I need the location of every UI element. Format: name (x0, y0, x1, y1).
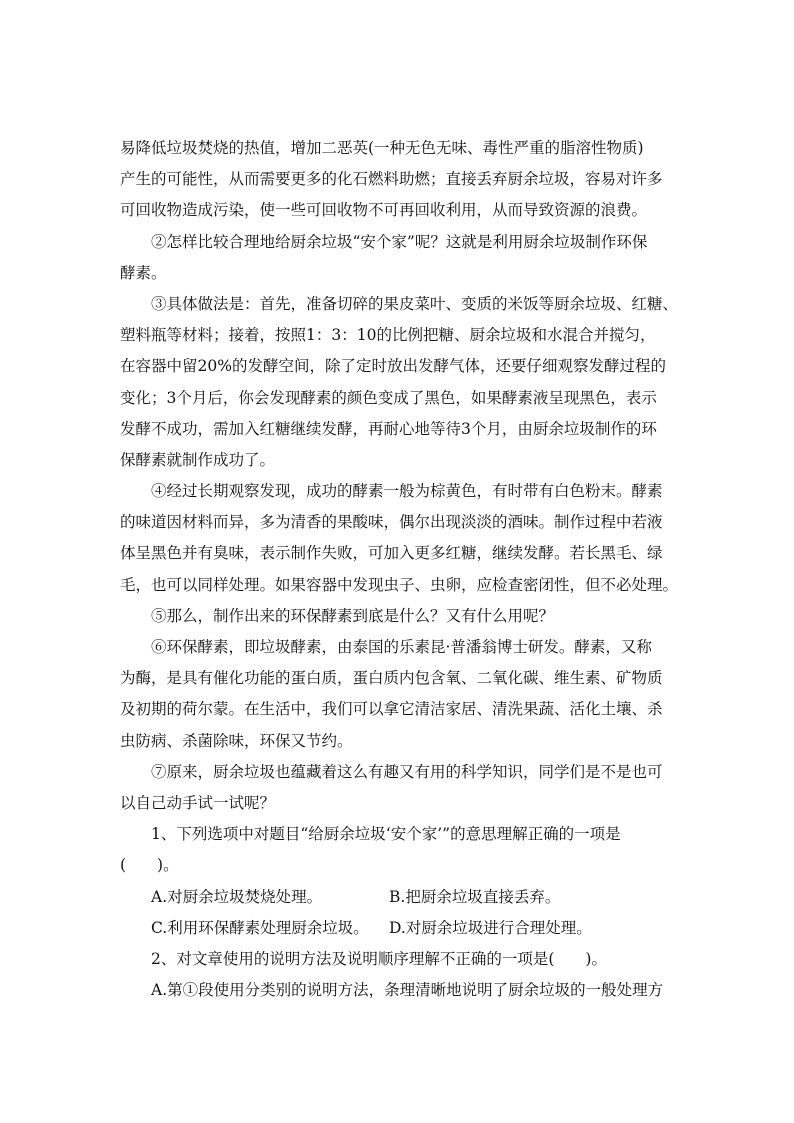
text-line: 可回收物造成污染，使一些可回收物不可再回收利用，从而导致资源的浪费。 (120, 201, 648, 220)
question-1-options-row-1 (120, 882, 678, 913)
text-line: 变化；3个月后，你会发现酵素的颜色变成了黑色，如果酵素液呈现黑色，表示 (120, 388, 657, 407)
text-line: 为酶，是具有催化功能的蛋白质，蛋白质内包含氧、二氧化碳、维生素、矿物质 (120, 669, 663, 688)
question-1: 1、下列选项中对题目“给厨余垃圾‘安个家’”的意思理解正确的一项是 (151, 825, 621, 844)
question-2: 2、对文章使用的说明方法及说明顺序理解不正确的一项是( )。 (151, 949, 607, 968)
paragraph-7-start: ⑦原来，厨余垃圾也蕴藏着这么有趣又有用的科学知识，同学们是不是也可 (151, 762, 663, 781)
text-line: 在容器中留20%的发酵空间，除了定时放出发酵气体，还要仔细观察发酵过程的 (120, 357, 666, 376)
text-line: 发酵不成功，需加入红糖继续发酵，再耐心地等待3个月，由厨余垃圾制作的环 (120, 419, 657, 438)
q1-option-b: B.把厨余垃圾直接丢弃。 (389, 887, 561, 906)
text-line: 塑料瓶等材料；接着，按照1：3：10的比例把糖、厨余垃圾和水混合并搅匀， (120, 326, 656, 345)
passage-text (120, 133, 678, 1006)
text-line: 以自己动手试一试呢？ (120, 793, 276, 812)
text-line: 毛，也可以同样处理。如果容器中发现虫子、虫卵，应检查密闭性，但不必处理。 (120, 575, 679, 594)
q1-option-a: A.对厨余垃圾焚烧处理。 (151, 887, 323, 906)
text-line: 酵素。 (120, 263, 167, 282)
text-line: 虫防病、杀菌除味，环保又节约。 (120, 731, 353, 750)
paragraph-3-start: ③具体做法是：首先，准备切碎的果皮菜叶、变质的米饭等厨余垃圾、红糖、 (151, 294, 679, 313)
text-line: 产生的可能性，从而需要更多的化石燃料助燃；直接丢弃厨余垃圾，容易对许多 (120, 170, 663, 189)
q1-option-c: C.利用环保酵素处理厨余垃圾。 (151, 918, 369, 937)
paragraph-2-start: ②怎样比较合理地给厨余垃圾“安个家”呢？这就是利用厨余垃圾制作环保 (151, 232, 648, 251)
q1-option-d: D.对厨余垃圾进行合理处理。 (389, 918, 592, 937)
text-line: 保酵素就制作成功了。 (120, 450, 276, 469)
text-line: 易降低垃圾焚烧的热值，增加二恶英(一种无色无味、毒性严重的脂溶性物质) (120, 139, 644, 157)
text-line: 及初期的荷尔蒙。在生活中，我们可以拿它清洁家居、清洗果蔬、活化土壤、杀 (120, 700, 663, 719)
question-1-blank: ( )。 (120, 856, 179, 875)
paragraph-4-start: ④经过长期观察发现，成功的酵素一般为棕黄色，有时带有白色粉末。酵素 (151, 482, 663, 501)
paragraph-6-start: ⑥环保酵素，即垃圾酵素，由泰国的乐素昆·普潘翁博士研发。酵素，又称 (151, 638, 652, 656)
text-line: 体呈黑色并有臭味，表示制作失败，可加入更多红糖，继续发酵。若长黑毛、绿 (120, 544, 663, 563)
paragraph-5: ⑤那么，制作出来的环保酵素到底是什么？又有什么用呢？ (151, 606, 555, 625)
q2-option-a: A.第①段使用分类别的说明方法，条理清晰地说明了厨余垃圾的一般处理方 (151, 981, 664, 1000)
text-line: 的味道因材料而异，多为清香的果酸味，偶尔出现淡淡的酒味。制作过程中若液 (120, 513, 663, 532)
question-1-options-row-2 (120, 913, 678, 944)
